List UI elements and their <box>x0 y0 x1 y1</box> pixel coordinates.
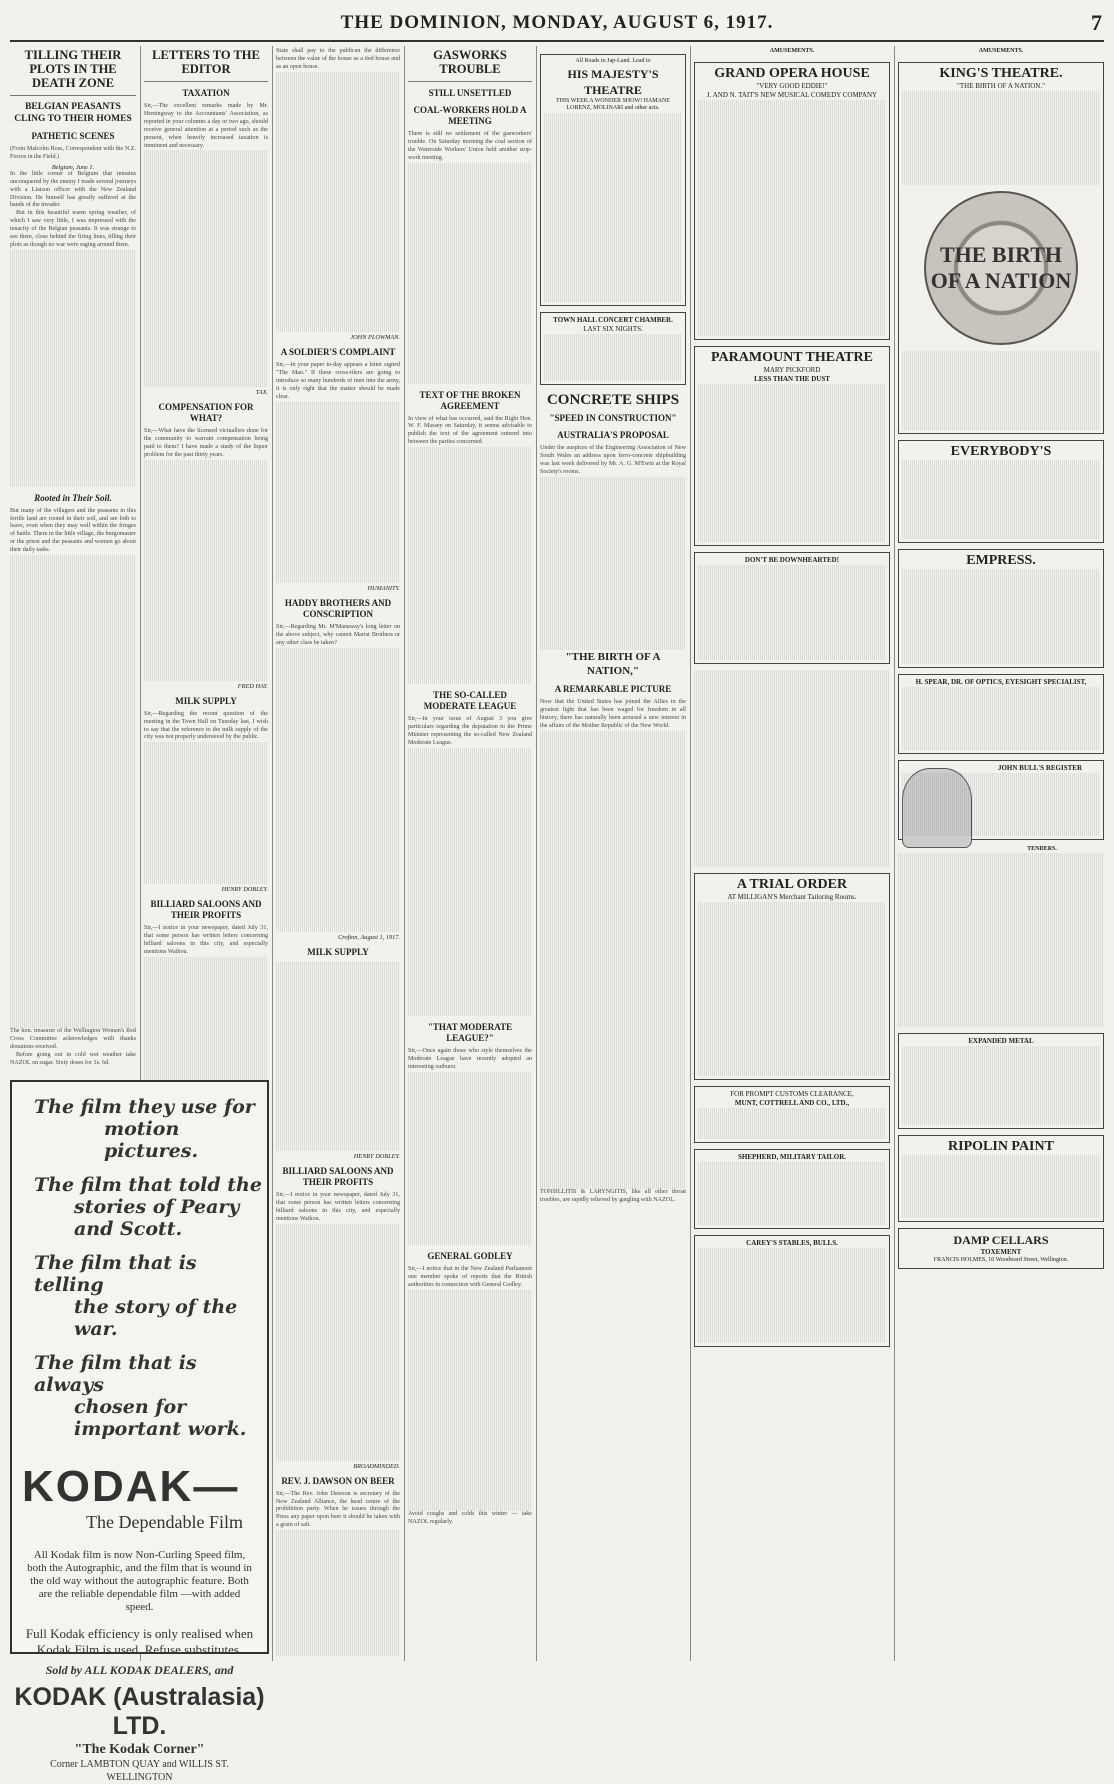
kodak-dealers: Sold by ALL KODAK DEALERS, and <box>45 1663 234 1677</box>
text-filler <box>902 351 1100 430</box>
column-rule <box>404 46 405 1661</box>
ad-text: "THE BIRTH OF A NATION." <box>957 81 1045 90</box>
text-filler <box>408 1072 532 1246</box>
ad-text: MARY PICKFORD <box>763 366 821 375</box>
column-rule <box>536 46 537 1661</box>
text-filler <box>144 742 268 884</box>
section-label: AMUSEMENTS. <box>978 48 1024 54</box>
signature: HENRY DOBLEY. <box>353 1153 400 1161</box>
ad-text: AT MILLIGAN'S Merchant Tailoring Rooms. <box>727 892 857 901</box>
text-filler <box>408 748 532 1016</box>
deck: "SPEED IN CONSTRUCTION" <box>549 413 677 424</box>
subhead-rooted: Rooted in Their Soil. <box>34 492 112 503</box>
column-rule <box>690 46 691 1661</box>
text-filler <box>144 460 268 681</box>
column-2 <box>144 48 268 1073</box>
kodak-corner: "The Kodak Corner" <box>74 1742 205 1757</box>
paragraph: In the little corner of Belgium that remains unconquered by the enemy I made several journeys with a Liaison officer with the New Zealand Division. He himself has greatly suffered at the hands of the invader. <box>10 170 136 209</box>
ad-title: SHEPHERD, MILITARY TAILOR. <box>737 1153 846 1162</box>
text-filler <box>276 962 400 1151</box>
letter-heading: TAXATION <box>182 88 230 98</box>
text-filler <box>408 1290 532 1511</box>
ad-title: EMPRESS. <box>966 553 1036 568</box>
paragraph: Before going out in cold wet weather take NAZOL on sugar. Sixty doses for 1s. 6d. <box>10 1052 136 1067</box>
section-heading: GENERAL GODLEY <box>427 1251 513 1262</box>
john-bull-ad <box>898 760 1104 840</box>
paragraph: There is still no settlement of the gasworkers' trouble. On Saturday morning the coal section of the Waterside Workers' Union held another stop-work meeting. <box>408 131 532 161</box>
ad-title: EVERYBODY'S <box>950 444 1052 460</box>
kodak-line: chosen for important work. <box>74 1396 247 1440</box>
page-number: 7 <box>1091 10 1102 35</box>
text-filler <box>902 460 1100 539</box>
kodak-line: stories of Peary and Scott. <box>74 1196 240 1240</box>
paragraph: But many of the villagers and the peasants in this fertile land are rooted in their soil, and are loth to leave, even when they may well within the fringes of battle. There in the little village, the burgomaster or the priest and the peasants and women go about their daily tasks. <box>10 507 136 554</box>
text-filler <box>698 1248 886 1343</box>
letter-heading: BILLIARD SALOONS AND THEIR PROFITS <box>150 899 262 921</box>
kodak-line: The film that is telling <box>34 1252 197 1296</box>
ad-title: DON'T BE DOWNHEARTED! <box>744 556 840 565</box>
letter-heading: A SOLDIER'S COMPLAINT <box>280 347 396 358</box>
paragraph: Sir,—I notice in your newspaper, dated July 31, that some person has written letters concerning billiard saloons in this city, and especially mentions Waihou. <box>276 1192 400 1222</box>
column-rule <box>894 46 895 1661</box>
ad-text: TOXEMENT <box>980 1248 1022 1257</box>
paramount-ad <box>694 346 890 546</box>
text-filler <box>902 773 1100 836</box>
deck: STILL UNSETTLED <box>428 88 512 98</box>
downhearted-ad <box>694 552 890 664</box>
text-filler <box>902 1155 1100 1218</box>
paragraph: In view of what has occurred, said the Right Hon. W. F. Massey on Saturday, it seems advisable to publish the text of the agreement entered into between the parties concerned. <box>408 415 532 446</box>
letter-heading: MILK SUPPLY <box>175 695 237 706</box>
everybodys-ad <box>898 440 1104 543</box>
paragraph: Sir,—What have the licensed victuallers done for the community to warrant compensation being paid to them? I have made a study of the liquor problem for the past thirty years. <box>144 428 268 458</box>
kodak-paragraph: All Kodak film is now Non-Curling Speed film, both the Autographic, and the film that is wound in the old way without the autographic feature. Both are the reliable dependable film —with added speed. <box>27 1549 252 1613</box>
deck: A REMARKABLE PICTURE <box>554 684 672 695</box>
ad-title: HIS MAJESTY'S THEATRE <box>567 66 659 97</box>
column-6 <box>694 48 890 1658</box>
ad-text: LAST SIX NIGHTS. <box>583 324 643 333</box>
kodak-paragraph: Full Kodak efficiency is only realised when Kodak Film is used. Refuse substitutes. <box>25 1626 254 1657</box>
ad-title: TOWN HALL CONCERT CHAMBER. <box>553 315 673 324</box>
text-filler <box>902 1046 1100 1125</box>
paragraph: TONSILLITIS & LARYNGITIS, like all other throat troubles, are rapidly relieved by gargling with NAZOL. <box>540 1188 686 1203</box>
paragraph: Sir,—I notice in your newspaper, dated July 31, that some person has written letters concerning billiard saloons in this city, and especially mentions Waihou. <box>144 925 268 956</box>
text-filler <box>698 902 886 1076</box>
spear-optics-ad <box>898 674 1104 754</box>
column-rule <box>272 46 273 1661</box>
shepherd-ad <box>694 1149 890 1229</box>
text-filler <box>902 569 1100 664</box>
text-filler <box>902 91 1100 186</box>
kodak-line: The film that is always <box>34 1352 197 1396</box>
paragraph: But in this beautiful warm spring weather, of which I saw very little, I was impressed with the tenacity of the Belgian peasants. It was strange to see them, close behind the firing lines, tilling their plots as though no war were raging around them. <box>10 210 136 248</box>
ad-title: CAREY'S STABLES, BULLS. <box>746 1239 838 1248</box>
kings-theatre-ad <box>898 62 1104 435</box>
ad-text: J. AND N. TAIT'S NEW MUSICAL COMEDY COMPANY <box>706 90 878 99</box>
deck: COAL-WORKERS HOLD A MEETING <box>413 105 527 126</box>
town-hall-ad <box>540 312 686 385</box>
headline-letters: LETTERS TO THE EDITOR <box>152 48 260 76</box>
column-7 <box>898 48 1104 1658</box>
signature: BROADMINDED. <box>353 1462 400 1470</box>
section-label: AMUSEMENTS. <box>769 48 815 54</box>
ad-text: All Roads to Jap-Land. Lead to <box>575 58 651 64</box>
text-filler <box>540 477 686 651</box>
signature: FRED HAY. <box>237 682 268 690</box>
text-filler <box>694 670 890 867</box>
deck-pathetic: PATHETIC SCENES <box>31 131 115 141</box>
munt-cottrell-ad <box>694 1086 890 1144</box>
letter-heading: MILK SUPPLY <box>307 946 369 957</box>
ad-title: EXPANDED METAL <box>968 1037 1034 1046</box>
paragraph: Sir,—Regarding Mr. M'Manaway's long letter on the above subject, why cannot Marist Brothers or any other class be taken? <box>276 624 400 646</box>
paragraph: Now that the United States has joined the Allies in the greatest fight that has been waged for freedom in all history, there has naturally been aroused a new interest in the affairs of the Mother Republic of the New World. <box>540 699 686 730</box>
paragraph: Under the auspices of the Engineering Association of New South Wales an address upon ferro-concrete shipbuilding was last week delivered by Mr. A. G. M'Ewin at the Royal Society's rooms. <box>540 445 686 475</box>
paragraph: Sir,—I notice that in the New Zealand Parliament one member spoke of reports that the British authorities in connection with General Godley. <box>408 1266 532 1288</box>
text-filler <box>10 555 136 1028</box>
ad-text: "VERY GOOD EDDIE!" <box>756 81 828 90</box>
ad-text: FRANCIS HOLMES, 10 Woodward Street, Wellington. <box>933 1257 1069 1264</box>
text-filler <box>276 1224 400 1461</box>
letter-heading: REV. J. DAWSON ON BEER <box>281 1475 395 1486</box>
text-filler <box>698 100 886 337</box>
ad-text: LESS THAN THE DUST <box>754 375 830 384</box>
masthead-title: THE DOMINION, MONDAY, AUGUST 6, 1917. <box>340 12 774 33</box>
text-filler <box>698 1162 886 1225</box>
birth-of-a-nation-emblem <box>924 191 1078 345</box>
section-heading: THE SO-CALLED MODERATE LEAGUE <box>423 689 517 711</box>
text-filler <box>276 402 400 583</box>
text-filler <box>698 565 886 660</box>
headline-concrete: CONCRETE SHIPS <box>546 392 680 409</box>
text-filler <box>540 731 686 1189</box>
emblem-text: THE BIRTH OF A NATION <box>930 242 1072 294</box>
kodak-line: The film that told the <box>34 1174 262 1196</box>
ad-text: THIS WEEK A WONDER SHOW! HAMANE LORENZ, MOLINARI and other acts. <box>556 97 670 111</box>
paragraph: Sir,—In your paper to-day appears a letter signed "The Man." If these cross-tilers are going to introduce so many hundreds of men into the army, it is only right that the matter should be made clear. <box>276 362 400 400</box>
text-filler <box>544 113 682 302</box>
ad-title: JOHN BULL'S REGISTER <box>997 763 1083 772</box>
section-label: TENDERS. <box>1027 845 1057 852</box>
headline-tilling: TILLING THEIR PLOTS IN THE DEATH ZONE <box>24 48 122 90</box>
paragraph: Sir,—Regarding the recent question of the meeting in the Town Hall on Tuesday last, I wish to say that the reference to the milk supply of the city was not properly understood by the public. <box>144 710 268 741</box>
text-filler <box>144 150 268 387</box>
paragraph: State shall pay to the publican the difference between the value of the house as a tied house and as an open house. <box>276 48 400 70</box>
credit-line: (From Malcolm Ross, Correspondent with the N.Z. Forces in the Field.) <box>10 146 136 160</box>
letter-heading: BILLIARD SALOONS AND THEIR PROFITS <box>282 1166 394 1188</box>
text-filler <box>276 72 400 332</box>
signature: Crofton, August 1, 1917. <box>338 933 400 941</box>
text-filler <box>544 334 682 381</box>
letter-heading: HADDY BROTHERS AND CONSCRIPTION <box>284 598 392 620</box>
empress-ad <box>898 549 1104 668</box>
section-heading: "THAT MODERATE LEAGUE?" <box>427 1021 513 1043</box>
section-heading: TEXT OF THE BROKEN AGREEMENT <box>419 389 521 411</box>
text-filler <box>698 384 886 542</box>
text-filler <box>408 163 532 384</box>
paragraph: Avoid coughs and colds this winter — take NAZOL regularly. <box>408 1510 532 1525</box>
column-1 <box>10 48 136 1073</box>
text-filler <box>408 447 532 684</box>
dateline: Belgium, June 1. <box>51 163 95 171</box>
text-filler <box>276 1530 400 1656</box>
carey-stables-ad <box>694 1235 890 1347</box>
text-filler <box>898 853 1104 1027</box>
signature: TAX. <box>255 389 268 397</box>
headline-birth: "THE BIRTH OF A NATION," <box>565 651 661 678</box>
letter-heading: COMPENSATION FOR WHAT? <box>158 402 254 424</box>
column-5 <box>540 48 686 1658</box>
ad-title: RIPOLIN PAINT <box>948 1138 1054 1154</box>
signature: HUMANITY. <box>367 585 400 593</box>
text-filler <box>902 687 1100 750</box>
milligan-ad <box>694 873 890 1080</box>
ad-title: DAMP CELLARS <box>953 1233 1049 1248</box>
kodak-address: Corner LAMBTON QUAY and WILLIS ST. WELLINGTON <box>50 1759 229 1783</box>
signature: HENRY DOBLEY. <box>221 886 268 894</box>
kodak-line: the story of the war. <box>74 1296 238 1340</box>
kodak-company: KODAK (Australasia) LTD. <box>14 1683 265 1740</box>
paragraph: The hon. treasurer of the Wellington Women's Red Cross Committee acknowledges with thanks donations received. <box>10 1028 136 1051</box>
his-majestys-ad <box>540 54 686 306</box>
ad-title: H. SPEAR, DR. OF OPTICS, EYESIGHT SPECIALIST, <box>915 677 1087 686</box>
ad-title: MUNT, COTTRELL AND CO., LTD., <box>734 1098 850 1107</box>
paragraph: Sir,—In your issue of August 3 you give particulars regarding the deputation to the Prime Minister representing the so-called New Zealand Moderate League. <box>408 715 532 746</box>
kodak-line: The film they use for <box>34 1096 255 1118</box>
kodak-brand: KODAK— <box>22 1462 240 1511</box>
text-filler <box>698 1108 886 1140</box>
text-filler <box>276 648 400 932</box>
grand-opera-house-ad <box>694 62 890 341</box>
ripolin-paint-ad <box>898 1135 1104 1222</box>
kodak-line: motion pictures. <box>104 1118 199 1162</box>
kodak-tagline: The Dependable Film <box>86 1512 243 1532</box>
ad-title: GRAND OPERA HOUSE <box>714 65 870 81</box>
paragraph: Sir,—The excellent remarks made by Mr. Hemingway to the Accountants' Association, as reported in your columns a day or two ago, should receive general attention at a period such as the present, when heavily increased taxation is imminent and necessary. <box>144 103 268 149</box>
expanded-metal-ad <box>898 1033 1104 1129</box>
column-3 <box>276 48 400 1658</box>
ad-title: A TRIAL ORDER <box>736 876 848 892</box>
column-4 <box>408 48 532 1658</box>
signature: JOHN PLOWMAN. <box>350 334 400 342</box>
paragraph: Sir,—The Rev. John Dawson is secretary of the New Zealand Alliance, the head centre of the prohibition party. When he issues through the Press any paper upon beer it should be taken with a grain of salt. <box>276 1490 400 1529</box>
deck: AUSTRALIA'S PROPOSAL <box>557 430 669 441</box>
paragraph: Sir,—Once again those who style themselves the Moderate League have recently adopted an interesting outburst. <box>408 1047 532 1070</box>
kodak-advertisement <box>10 1080 269 1783</box>
ad-title: KING'S THEATRE. <box>939 65 1063 81</box>
masthead <box>10 6 1104 42</box>
damp-cellars-ad <box>898 1228 1104 1269</box>
text-filler <box>10 250 136 487</box>
ad-title: PARAMOUNT THEATRE <box>711 350 873 366</box>
deck-belgian: BELGIAN PEASANTS CLING TO THEIR HOMES <box>14 102 132 124</box>
ad-text: FOR PROMPT CUSTOMS CLEARANCE, <box>730 1089 854 1098</box>
headline-gasworks: GASWORKS TROUBLE <box>433 48 507 76</box>
